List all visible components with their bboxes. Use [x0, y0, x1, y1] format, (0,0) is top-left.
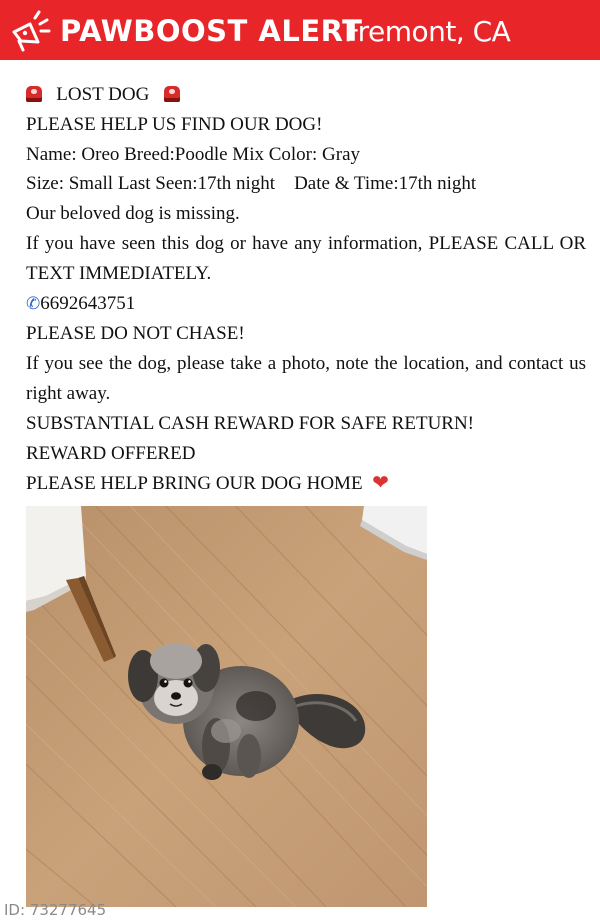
post-line: Name: Oreo Breed:Poodle Mix Color: Gray	[26, 143, 361, 165]
alert-banner	[0, 0, 600, 60]
closing-text: PLEASE HELP BRING OUR DOG HOME	[26, 473, 363, 495]
post-line-title	[26, 80, 586, 110]
post-line: REWARD OFFERED	[26, 442, 196, 464]
brand-title: PAWBOOST ALERT	[60, 14, 363, 48]
phone-line	[26, 289, 586, 320]
city-label: Fremont, CA	[344, 15, 511, 48]
post-line: PLEASE DO NOT CHASE!	[26, 323, 245, 345]
post-line: Size: Small Last Seen:17th night Date & Time:17th night	[26, 173, 477, 195]
post-line: SUBSTANTIAL CASH REWARD FOR SAFE RETURN!	[26, 412, 475, 434]
police-car-light-icon	[26, 86, 42, 102]
dog-photo	[26, 506, 427, 907]
post-line-closing	[26, 468, 586, 499]
police-car-light-icon	[164, 86, 180, 102]
red-heart-icon: ❤	[372, 470, 389, 495]
post-body	[26, 80, 586, 499]
post-id-label: ID: 73277645	[4, 901, 107, 919]
phone-number[interactable]: 6692643751	[40, 292, 136, 314]
post-line: If you see the dog, please take a photo, note the location, and contact us right away.	[26, 353, 586, 404]
post-line: Our beloved dog is missing.	[26, 203, 240, 225]
lost-dog-heading: LOST DOG	[56, 84, 150, 105]
telephone-receiver-icon: ✆	[26, 293, 41, 314]
megaphone-paw-icon	[8, 8, 54, 54]
post-line: PLEASE HELP US FIND OUR DOG!	[26, 113, 323, 135]
post-line: If you have seen this dog or have any information, PLEASE CALL OR TEXT IMMEDIATELY.	[26, 232, 586, 284]
